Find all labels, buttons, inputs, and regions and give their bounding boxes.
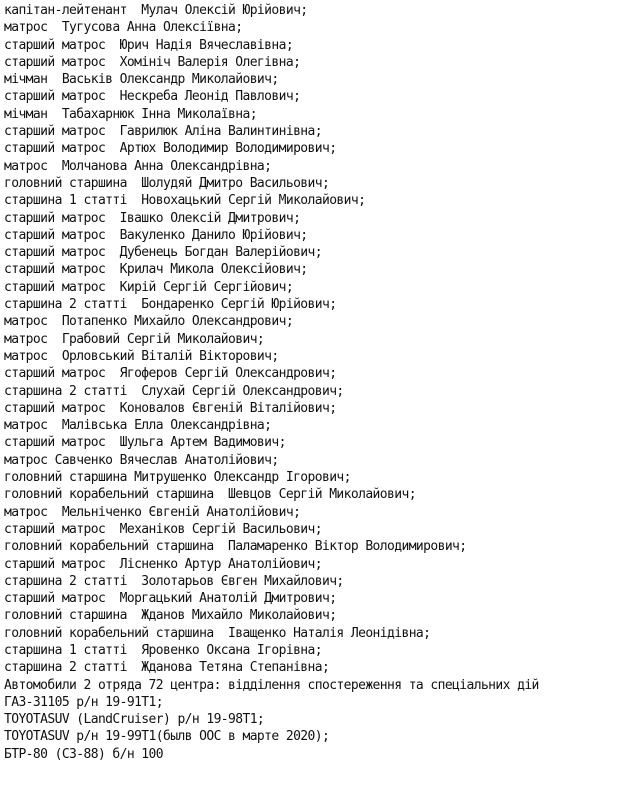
text-line: старший матрос Івашко Олексій Дмитрович; (4, 210, 301, 226)
text-line: старшина 1 статті Новохацький Сергій Миколайович; (4, 193, 366, 209)
text-line: головний старшина Шолудяй Дмитро Васильович; (4, 175, 330, 191)
text-line: старший матрос Юрич Надія Вячеславівна; (4, 37, 294, 53)
text-line: матрос Мельніченко Євгеній Анатолійович; (4, 504, 301, 520)
text-line: головний старшина Жданов Михайло Миколайович; (4, 608, 337, 624)
text-line: БТР-80 (СЗ-88) б/н 100 (4, 746, 163, 762)
text-line: головний корабельний старшина Іващенко Наталія Леонідівна; (4, 625, 431, 641)
text-line: ГАЗ-31105 р/н 19-91Т1; (4, 694, 163, 710)
text-line: старший матрос Гаврилюк Аліна Валинтинівна; (4, 124, 322, 140)
text-line: матрос Тугусова Анна Олексіївна; (4, 20, 243, 36)
text-line: матрос Орловський Віталій Вікторович; (4, 348, 279, 364)
document-text (4, 2, 621, 763)
text-line: головний корабельний старшина Шевцов Сергій Миколайович; (4, 487, 416, 503)
text-line: мічман Васьків Олександр Миколайович; (4, 72, 279, 88)
text-line: старший матрос Коновалов Євгеній Віталійович; (4, 400, 337, 416)
text-line: старший матрос Шульга Артем Вадимович; (4, 435, 286, 451)
text-line: капітан-лейтенант Мулач Олексій Юрійович; (4, 3, 308, 18)
text-line: мічман Табахарнюк Інна Миколаївна; (4, 106, 257, 122)
text-line: старшина 2 статті Бондаренко Сергій Юрійович; (4, 297, 337, 313)
text-line: старшина 2 статті Жданова Тетяна Степанівна; (4, 660, 330, 676)
text-line: старший матрос Нескреба Леонід Павлович; (4, 89, 301, 105)
text-line: головний корабельний старшина Паламаренко Віктор Володимирович; (4, 539, 467, 555)
text-line: старший матрос Ягоферов Сергій Олександрович; (4, 366, 337, 382)
text-line: старший матрос Лісненко Артур Анатолійович; (4, 556, 322, 572)
text-line: матрос Савченко Вячеслав Анатолійович; (4, 452, 279, 468)
text-line: TOYOTASUV р/н 19-99Т1(былв ООС в марте 2020); (4, 729, 330, 745)
text-line: старший матрос Крилач Микола Олексійович; (4, 262, 308, 278)
text-line: старший матрос Кирій Сергій Сергійович; (4, 279, 294, 295)
text-line: матрос Малівська Елла Олександрівна; (4, 418, 272, 434)
text-line: старшина 1 статті Яровенко Оксана Ігорівна; (4, 642, 322, 658)
text-line: старший матрос Вакуленко Данило Юрійович; (4, 227, 308, 243)
text-line: старший матрос Моргацький Анатолій Дмитрович; (4, 591, 337, 607)
text-line: матрос Молчанова Анна Олександрівна; (4, 158, 272, 174)
text-line: Автомобили 2 отряда 72 центра: відділення спостереження та спеціальних дій (4, 677, 539, 693)
text-line: матрос Грабовий Сергій Миколайович; (4, 331, 265, 347)
text-line: матрос Потапенко Михайло Олександрович; (4, 314, 294, 330)
text-line: старшина 2 статті Слухай Сергій Олександрович; (4, 383, 344, 399)
text-line: старший матрос Артюх Володимир Володимирович; (4, 141, 337, 157)
text-line: старший матрос Дубенець Богдан Валерійович; (4, 245, 322, 261)
text-line: старший матрос Механіков Сергій Васильович; (4, 521, 322, 537)
text-line: старшина 2 статті Золотарьов Євген Михайлович; (4, 573, 344, 589)
text-line: TOYOTASUV (LandCruiser) р/н 19-98Т1; (4, 712, 265, 728)
text-line: головний старшина Митрушенко Олександр Ігорович; (4, 470, 351, 486)
text-line: старший матрос Хомініч Валерія Олегівна; (4, 54, 301, 70)
